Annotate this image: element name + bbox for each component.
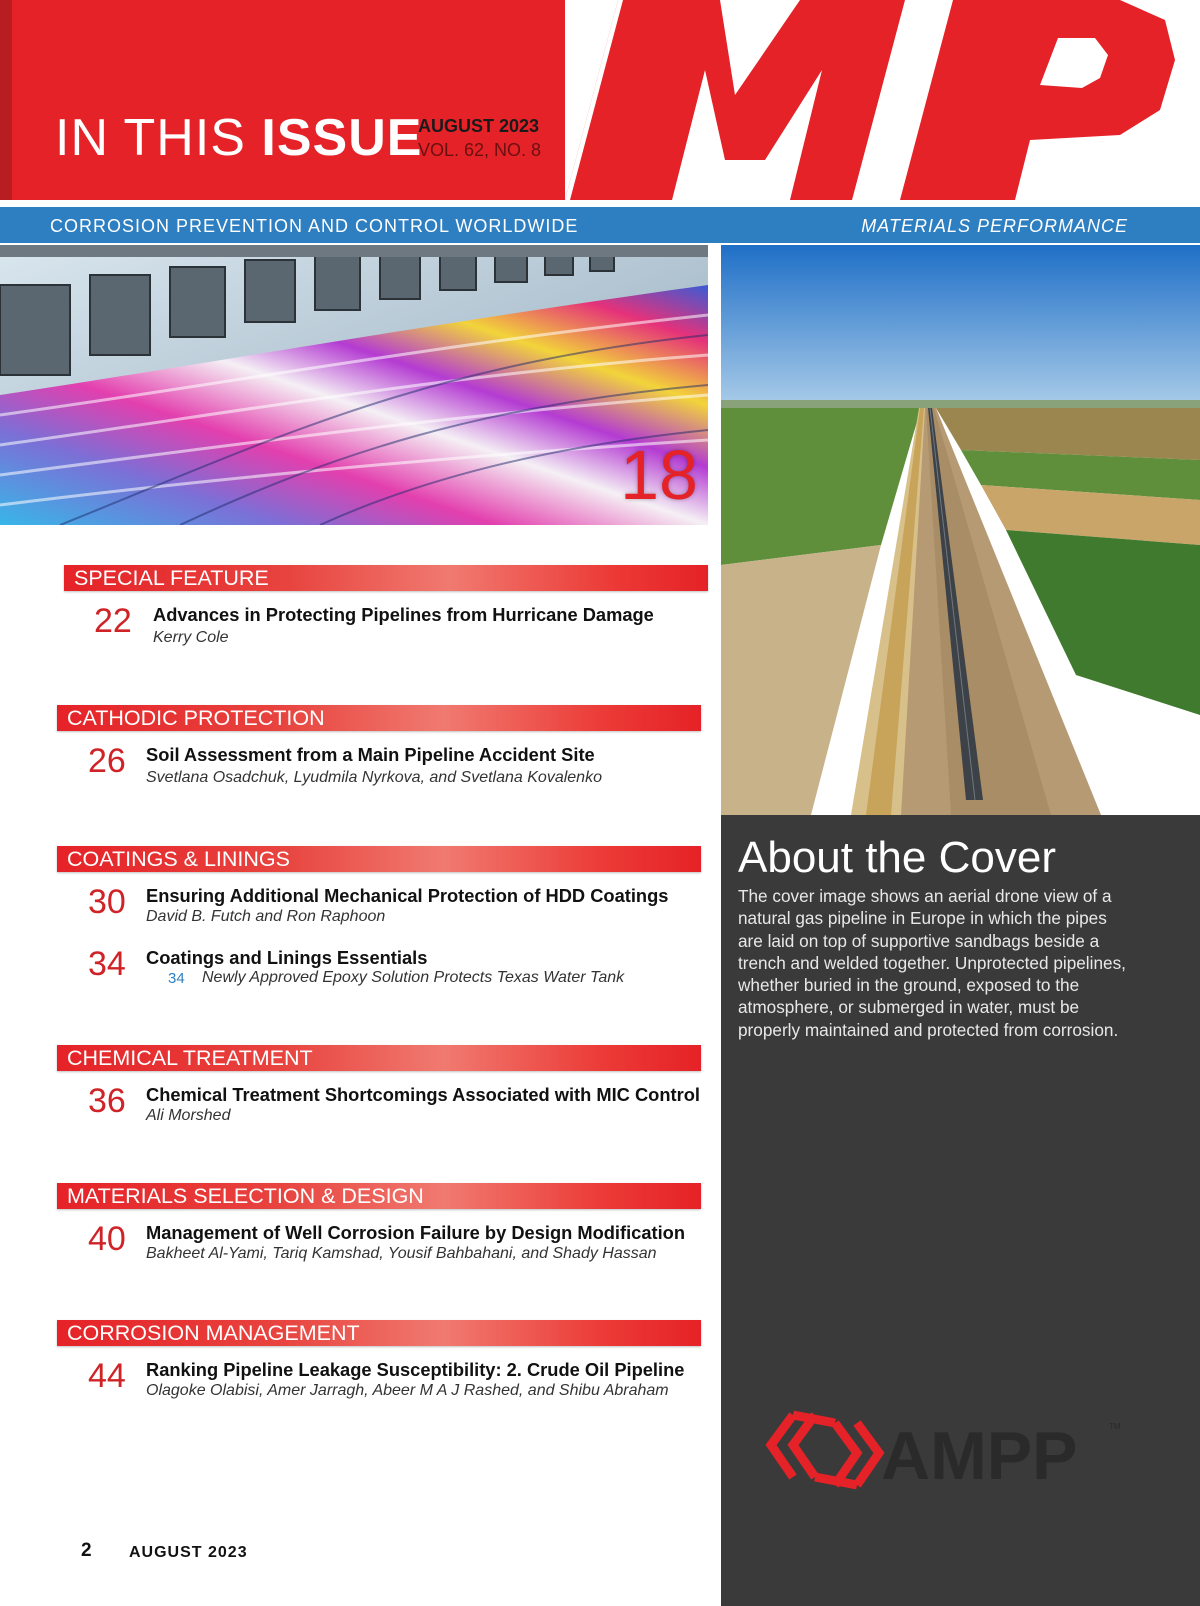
footer-page-number: 2 xyxy=(81,1540,92,1561)
ampp-logo xyxy=(763,1405,1123,1495)
printer-illustration xyxy=(0,245,708,525)
toc-page-number: 30 xyxy=(88,883,126,921)
tagline: CORROSION PREVENTION AND CONTROL WORLDWIDE xyxy=(50,216,579,236)
toc-article-title[interactable]: Management of Well Corrosion Failure by Design Modification xyxy=(146,1222,686,1243)
toc-article-title[interactable]: Coatings and Linings Essentials xyxy=(146,947,428,968)
toc-page-number: 44 xyxy=(88,1357,126,1395)
mp-logo xyxy=(0,0,1200,200)
section-heading-special-feature: SPECIAL FEATURE xyxy=(64,565,708,591)
cover-image-pipeline xyxy=(721,245,1200,815)
toc-page-number: 40 xyxy=(88,1220,126,1258)
toc-article-authors: Bakheet Al-Yami, Tariq Kamshad, Yousif Bahbahani, and Shady Hassan xyxy=(146,1245,657,1262)
about-cover-panel xyxy=(721,815,1200,1606)
toc-article-title[interactable]: Chemical Treatment Shortcomings Associated with MIC Control xyxy=(146,1084,700,1105)
toc-article-authors: Ali Morshed xyxy=(146,1107,231,1124)
toc-article-title[interactable]: Ensuring Additional Mechanical Protection of HDD Coatings xyxy=(146,885,669,906)
section-heading-materials-selection: MATERIALS SELECTION & DESIGN xyxy=(57,1183,701,1209)
ampp-logo-tm: TM xyxy=(1109,1422,1121,1431)
toc-page-number: 36 xyxy=(88,1082,126,1120)
section-heading-corrosion-management: CORROSION MANAGEMENT xyxy=(57,1320,701,1346)
toc-article-authors: David B. Futch and Ron Raphoon xyxy=(146,908,386,925)
toc-article-title[interactable]: Ranking Pipeline Leakage Susceptibility: 2. Crude Oil Pipeline xyxy=(146,1359,685,1380)
feature-page-number: 18 xyxy=(620,436,698,514)
footer-date: AUGUST 2023 xyxy=(129,1544,248,1561)
tagline-bar xyxy=(0,207,1200,243)
toc-sub-article-title[interactable]: Newly Approved Epoxy Solution Protects Texas Water Tank xyxy=(202,969,625,986)
issue-title-light: IN THIS xyxy=(55,109,246,167)
about-cover-text: The cover image shows an aerial drone view of a natural gas pipeline in Europe in which the pipes are laid on top of supportive sandbags beside a trench and welded together. Unprotected pipelines, whether buried in the ground, exposed to the atmosphere, or submerged in water, must be properly maintained and protected from corrosion. xyxy=(738,886,1126,1040)
toc-page-number: 34 xyxy=(88,945,126,983)
section-heading-chemical-treatment: CHEMICAL TREATMENT xyxy=(57,1045,701,1071)
toc-page-number: 26 xyxy=(88,742,126,780)
ampp-logo-text: AMPP xyxy=(881,1418,1078,1494)
toc-page-number: 22 xyxy=(94,602,132,640)
toc-article-title[interactable]: Soil Assessment from a Main Pipeline Accident Site xyxy=(146,744,595,765)
toc-article-title[interactable]: Advances in Protecting Pipelines from Hurricane Damage xyxy=(153,604,654,625)
masthead xyxy=(0,0,1200,200)
publication-name: MATERIALS PERFORMANCE xyxy=(861,216,1128,236)
toc-article-authors: Kerry Cole xyxy=(153,629,229,646)
section-heading-cathodic-protection: CATHODIC PROTECTION xyxy=(57,705,701,731)
pipeline-illustration xyxy=(721,245,1200,815)
toc-sub-page-number: 34 xyxy=(168,970,185,987)
feature-image-printer[interactable] xyxy=(0,245,708,525)
issue-volume: VOL. 62, NO. 8 xyxy=(418,140,542,160)
issue-date: AUGUST 2023 xyxy=(418,116,540,136)
about-cover-title: About the Cover xyxy=(738,833,1056,882)
toc-article-authors: Olagoke Olabisi, Amer Jarragh, Abeer M A J Rashed, and Shibu Abraham xyxy=(146,1382,669,1399)
issue-title-bold: ISSUE xyxy=(261,109,423,167)
issue-title xyxy=(55,108,422,168)
section-heading-coatings-linings: COATINGS & LININGS xyxy=(57,846,701,872)
toc-article-authors: Svetlana Osadchuk, Lyudmila Nyrkova, and Svetlana Kovalenko xyxy=(146,769,602,786)
